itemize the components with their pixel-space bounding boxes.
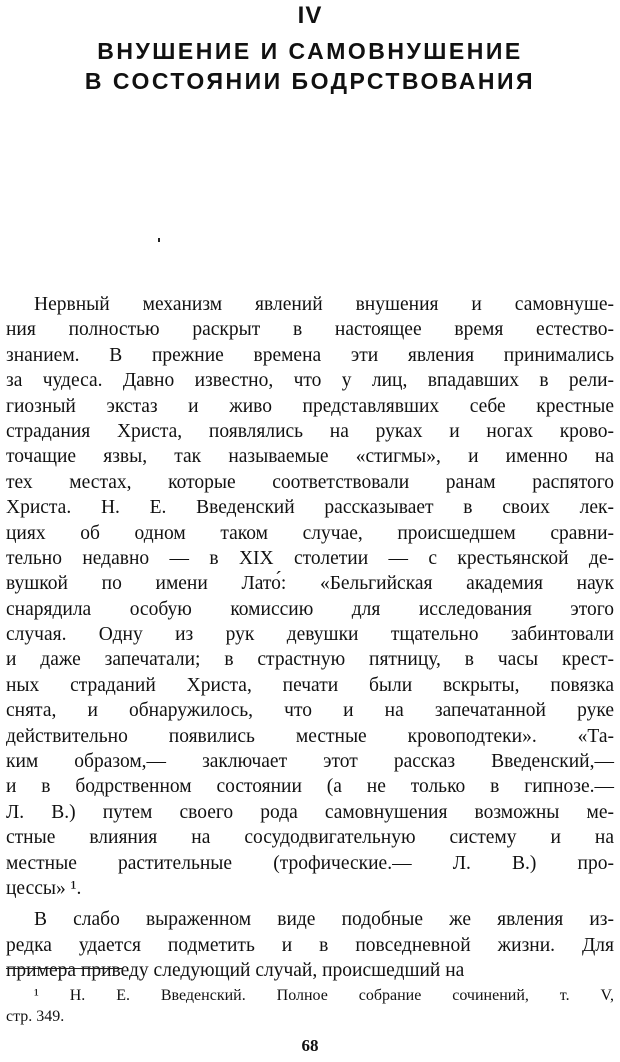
text-line: точащие язвы, так называемые «стигмы», и именно на xyxy=(6,446,614,468)
footnote-divider xyxy=(6,968,122,969)
text-line: тельно недавно — в XIX столетии — с крестьянской де- xyxy=(6,547,614,569)
text-line: ния полностью раскрыт в настоящее время естество- xyxy=(6,319,614,341)
text-line: местные растительные (трофические.— Л. В.) про- xyxy=(6,852,614,874)
text-line: циях об одном таком случае, происшедшем сравни- xyxy=(6,522,614,544)
text-line: знанием. В прежние времена эти явления принимались xyxy=(6,344,614,366)
text-line: ных страданий Христа, печати были вскрыты, повязка xyxy=(6,674,614,696)
text-line: примера приведу следующий случай, происшедший на xyxy=(6,960,465,982)
text-line: и даже запечатали; в страстную пятницу, в часы крест- xyxy=(6,649,614,671)
text-line: тех местах, которые соответствовали ранам распятого xyxy=(6,471,614,493)
chapter-title-line: ВНУШЕНИЕ И САМОВНУШЕНИЕ xyxy=(97,38,523,64)
text-line: снята, и обнаружилось, что и на запечатанной руке xyxy=(6,700,614,722)
text-line: В слабо выраженном виде подобные же явления из- xyxy=(34,909,614,931)
footnote-line: стр. 349. xyxy=(6,1008,65,1025)
text-line: гиозный экстаз и живо представлявших себе крестные xyxy=(6,395,614,417)
text-line: страдания Христа, появлялись на руках и ногах крово- xyxy=(6,420,614,442)
text-line: стные влияния на сосудодвигательную систему и на xyxy=(6,827,614,849)
text-line: ким образом,— заключает этот рассказ Введенский,— xyxy=(6,751,614,773)
chapter-number: IV xyxy=(297,2,323,29)
text-line: снарядила особую комиссию для исследования этого xyxy=(6,598,614,620)
footnote-line: ¹ Н. Е. Введенский. Полное собрание сочинений, т. V, xyxy=(34,987,614,1004)
text-line: случая. Одну из рук девушки тщательно забинтовали xyxy=(6,624,614,646)
text-line: редка удается подметить и в повседневной жизни. Для xyxy=(6,934,614,956)
chapter-title-line: В СОСТОЯНИИ БОДРСТВОВАНИЯ xyxy=(84,68,536,94)
text-line: вушкой по имени Лато́: «Бельгийская академия наук xyxy=(6,573,614,595)
page-number: 68 xyxy=(301,1036,319,1055)
text-line: Нервный механизм явлений внушения и самовнуше- xyxy=(34,294,614,315)
footnote xyxy=(6,985,614,1027)
text-line: за чудеса. Давно известно, что у лиц, впадавших в рели- xyxy=(6,370,614,392)
text-line: Христа. Н. Е. Введенский рассказывает в своих лек- xyxy=(6,497,614,519)
text-line: цессы» ¹. xyxy=(6,877,82,899)
text-line: и в бодрственном состоянии (а не только в гипнозе.— xyxy=(6,776,614,798)
text-line: Л. В.) путем своего рода самовнушения возможны ме- xyxy=(6,801,614,823)
print-speck xyxy=(158,238,160,242)
chapter-title xyxy=(0,36,620,96)
text-line: действительно появились местные кровоподтеки». «Та- xyxy=(6,725,614,747)
body-text xyxy=(6,292,614,984)
